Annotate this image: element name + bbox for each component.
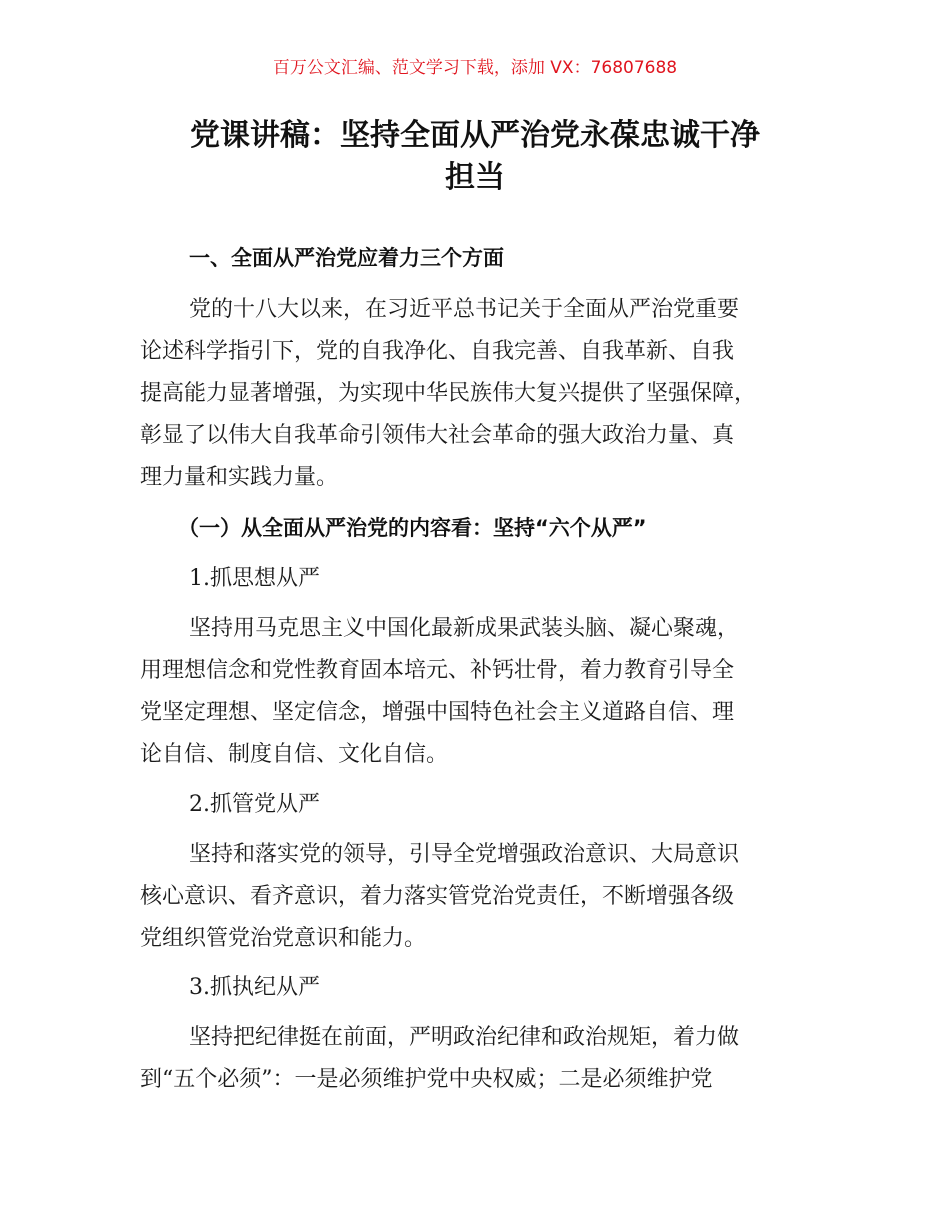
paragraph-line: 党的十八大以来，在习近平总书记关于全面从严治党重要 <box>189 297 740 322</box>
paragraph-line: 论述科学指引下，党的自我净化、自我完善、自我革新、自我 <box>140 339 735 364</box>
paragraph-line: 到“五个必须”：一是必须维护党中央权威；二是必须维护党 <box>140 1067 713 1092</box>
paragraph-line: 党组织管党治党意识和能力。 <box>140 926 427 951</box>
paragraph-line: 坚持把纪律挺在前面，严明政治纪律和政治规矩，着力做 <box>189 1025 740 1050</box>
item-title: 1.抓思想从严 <box>189 566 320 591</box>
paragraph-line: 提高能力显著增强，为实现中华民族伟大复兴提供了坚强保障， <box>140 381 757 406</box>
item-title: 2.抓管党从严 <box>189 792 320 817</box>
paragraph-line: 理力量和实践力量。 <box>140 465 339 490</box>
paragraph-line: 核心意识、看齐意识，着力落实管党治党责任，不断增强各级 <box>140 884 735 909</box>
paragraph-line: 用理想信念和党性教育固本培元、补钙壮骨，着力教育引导全 <box>140 658 735 683</box>
paragraph-line: 彰显了以伟大自我革命引领伟大社会革命的强大政治力量、真 <box>140 423 735 448</box>
subsection-heading: （一）从全面从严治党的内容看：坚持“六个从严” <box>178 516 647 540</box>
document-title-line-1: 党课讲稿：坚持全面从严治党永葆忠诚干净 <box>190 118 760 153</box>
paragraph-line: 论自信、制度自信、文化自信。 <box>140 742 449 767</box>
item-title: 3.抓执纪从严 <box>189 975 320 1000</box>
watermark-banner: 百万公文汇编、范文学习下载，添加 VX：76807688 <box>272 58 678 78</box>
section-heading: 一、全面从严治党应着力三个方面 <box>189 246 504 270</box>
paragraph-line: 坚持和落实党的领导，引导全党增强政治意识、大局意识 <box>189 842 740 867</box>
paragraph-line: 党坚定理想、坚定信念，增强中国特色社会主义道路自信、理 <box>140 700 735 725</box>
paragraph-line: 坚持用马克思主义中国化最新成果武装头脑、凝心聚魂， <box>189 616 740 641</box>
document-title-line-2: 担当 <box>445 160 505 195</box>
